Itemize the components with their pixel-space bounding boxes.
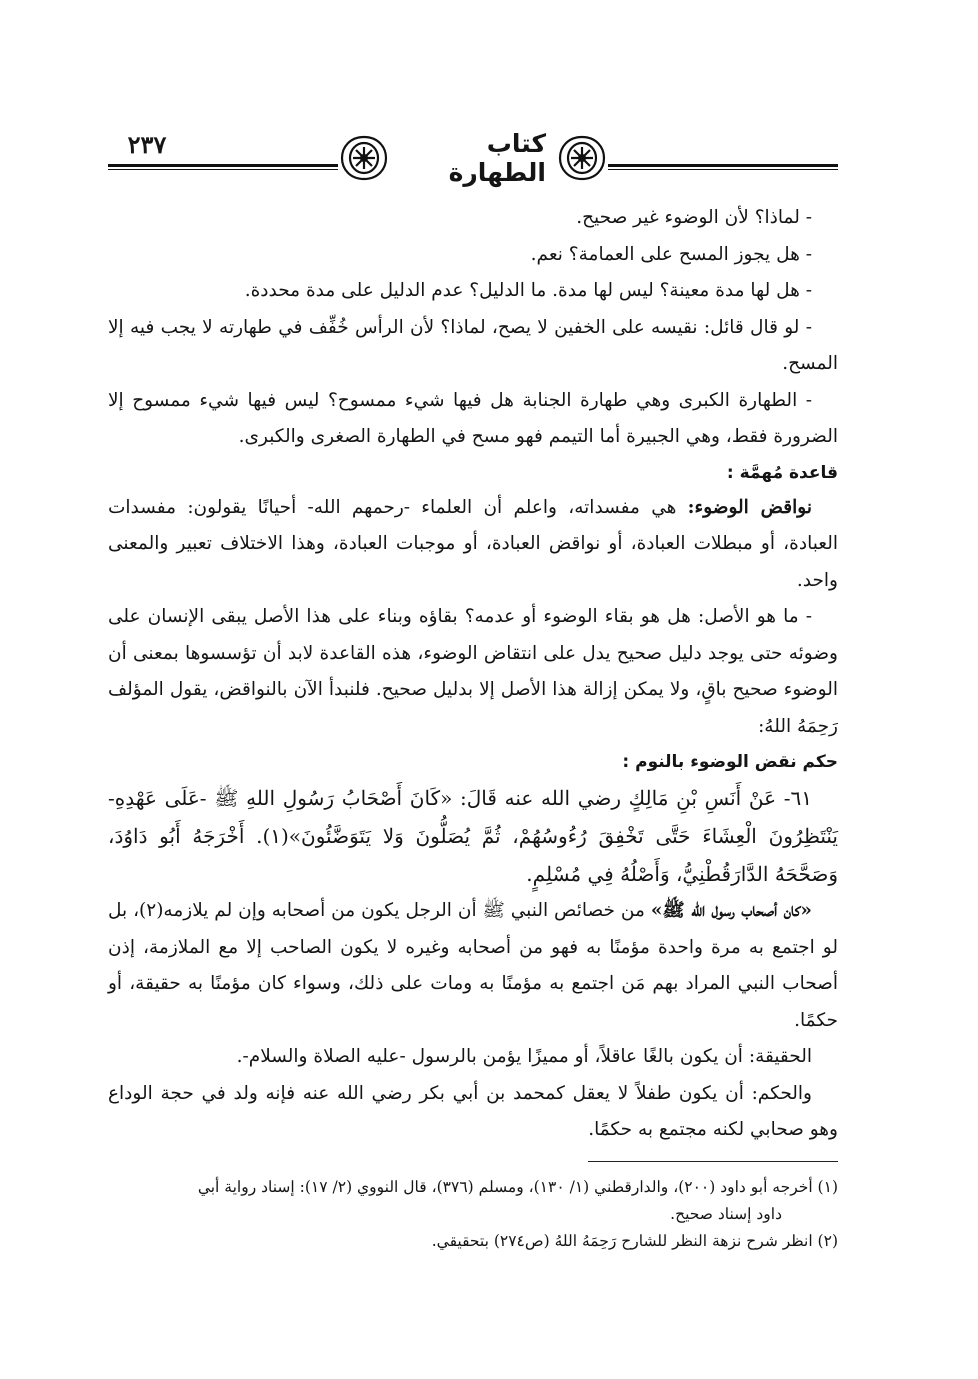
footnote-1-continued: داود إسناد صحيح.: [670, 1204, 782, 1223]
paragraph: - الطهارة الكبرى وهي طهارة الجنابة هل فيها شيء ممسوح؟ ليس فيها شيء ممسوح إلا الضرورة فقط، وهي الجبيرة أما التيمم فهو مسح في الطهارة الصغرى والكبرى.: [108, 389, 838, 447]
bold-quote: «كان أصحاب رسول الله ﷺ»: [650, 900, 812, 921]
footnote-rule: [588, 1161, 838, 1162]
footnotes: [108, 1161, 838, 1255]
paragraph-text: من خصائص النبي ﷺ أن الرجل يكون من أصحابه وإن لم يلازمه(٢)، بل لو اجتمع به مرة واحدة مؤمنًا به فهو من أصحابه وغيره لا يكون الصاحب إلا مع الملازمة، إذن أصحاب النبي المراد بهم مَن اجتمع به مؤمنًا به ومات على ذلك، وسواء كان مؤمنًا به حقيقة، أو حكمًا.: [108, 900, 839, 1031]
header-title-frame: [338, 128, 608, 188]
footnote-1: (١) أخرجه أبو داود (٢٠٠)، والدارقطني (١/ ١٣٠)، ومسلم (٣٧٦)، قال النووي (٢/ ١٧): إسناد رواية أبي: [197, 1177, 838, 1196]
paragraph: - ما هو الأصل: هل هو بقاء الوضوء أو عدمه؟ بقاؤه وبناء على هذا الأصل يبقى الإنسان على وضوئه حتى يوجد دليل صحيح يدل على انتقاض الوضوء، هذه القاعدة لابد أن تؤسسوها بمعنى أن الوضوء صحيح باقٍ، ولا يمكن إزالة هذا الأصل إلا بدليل صحيح. فلنبدأ الآن بالنواقض، يقول المؤلف رَحِمَهُ اللهُ:: [108, 606, 838, 737]
page-number: ٢٣٧: [127, 130, 167, 159]
footnote-2: (٢) انظر شرح نزهة النظر للشارح رَحِمَهُ اللهُ (ص٢٧٤) بتحقيقي.: [431, 1231, 838, 1250]
paragraph: [108, 893, 838, 1039]
section-heading: قاعدة مُهمَّة :: [726, 462, 838, 483]
paragraph: الحقيقة: أن يكون بالغًا عاقلاً، أو مميزًا يؤمن بالرسول -عليه الصلاة والسلام-.: [236, 1046, 812, 1067]
paragraph: - لو قال قائل: نقيسه على الخفين لا يصح، لماذا؟ لأن الرأس خُفِّف في طهارته لا يجب فيه إلا المسح.: [108, 316, 838, 374]
page-body: [108, 200, 838, 1149]
book-page: [108, 128, 838, 1328]
section-heading: حكم نقض الوضوء بالنوم :: [622, 752, 838, 772]
paragraph: والحكم: أن يكون طفلاً لا يعقل كمحمد بن أبي بكر رضي الله عنه فإنه ولد في حجة الوداع وهو صحابي لكنه مجتمع به حكمًا.: [108, 1082, 838, 1140]
bold-term: نواقض الوضوء:: [687, 496, 812, 518]
floral-ornament-icon: [556, 133, 608, 183]
floral-ornament-icon: [338, 133, 390, 183]
paragraph: [108, 490, 838, 600]
paragraph-text: هي مفسداته، واعلم أن العلماء -رحمهم الله- أحيانًا يقولون: مفسدات العبادة، أو مبطلات العبادة، أو نواقض العبادة، أو موجبات العبادة، وهذا الاختلاف تعبير والمعنى واحد.: [108, 496, 838, 591]
hadith-text: ٦١- عَنْ أَنَسِ بْنِ مَالِكٍ رضي الله عنه قَالَ: «كَانَ أَصْحَابُ رَسُولِ اللهِ ﷺ -عَلَى عَهْدِهِ- يَنْتَظِرُونَ الْعِشَاءَ حَتَّى تَخْفِقَ رُءُوسُهُمْ، ثُمَّ يُصَلُّونَ وَلا يَتَوَضَّئُونَ»(١). أَخْرَجَهُ أَبُو دَاوُدَ، وَصَحَّحَهُ الدَّارَقُطْنِيُّ، وَأَصْلُهُ فِي مُسْلِمٍ.: [108, 786, 838, 886]
paragraph: - لماذا؟ لأن الوضوء غير صحيح.: [576, 207, 812, 228]
book-title: كتاب الطهارة: [448, 129, 546, 187]
paragraph: - هل لها مدة معينة؟ ليس لها مدة. ما الدليل؟ عدم الدليل على مدة محددة.: [244, 280, 812, 301]
page-header: [108, 128, 838, 190]
paragraph: - هل يجوز المسح على العمامة؟ نعم.: [530, 243, 812, 265]
